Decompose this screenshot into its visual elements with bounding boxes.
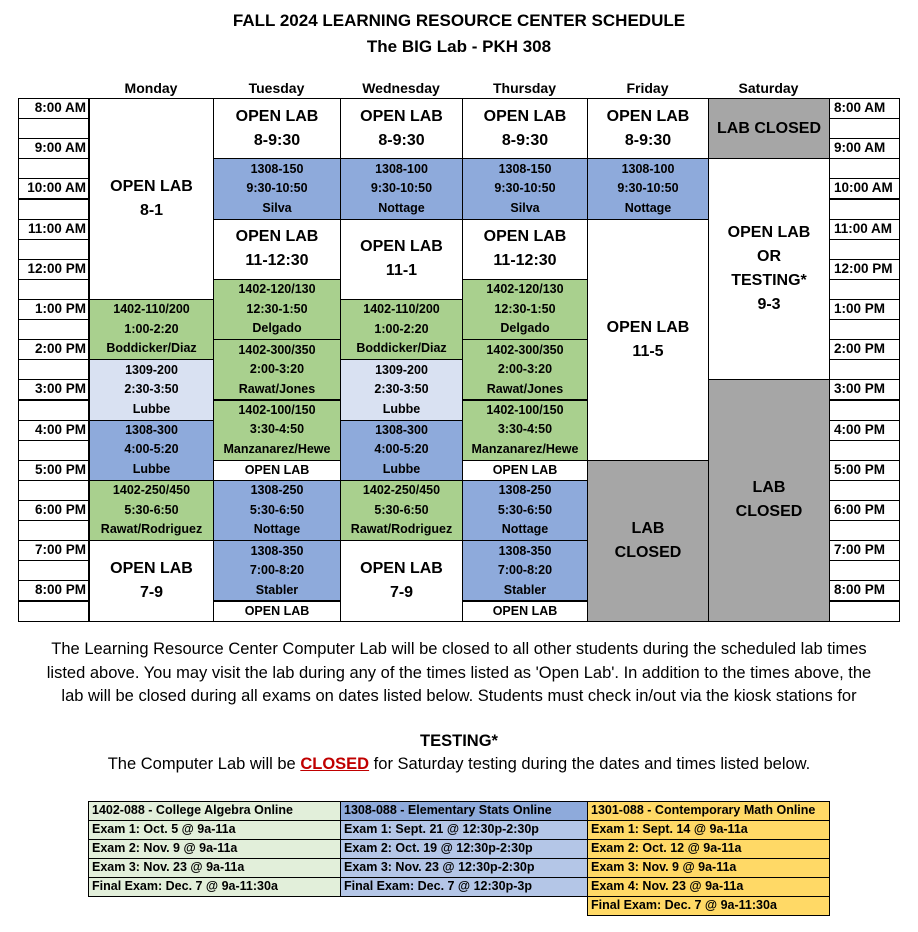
block-line: 5:30-6:50 — [374, 502, 429, 517]
block-line: Boddicker/Diaz — [106, 341, 197, 356]
block-line: Rawat/Jones — [238, 381, 316, 396]
schedule-block-monday — [89, 420, 214, 481]
schedule-block-tuesday — [213, 400, 341, 461]
schedule-block-saturday — [708, 379, 830, 621]
block-line: Rawat/Rodriguez — [100, 522, 203, 537]
block-line: 2:00-3:20 — [249, 362, 305, 377]
block-line: OR — [757, 248, 781, 266]
block-line: 8-9:30 — [501, 131, 549, 149]
block-line: OPEN LAB — [727, 224, 811, 242]
block-line: 1402-120/130 — [486, 282, 564, 297]
schedule-block-friday — [587, 219, 709, 461]
block-line: OPEN LAB — [360, 238, 443, 256]
block-line: 1402-300/350 — [238, 342, 316, 357]
block-line: LAB CLOSED — [717, 119, 821, 137]
time-label-right: 4:00 PM — [829, 420, 900, 441]
schedule-block-thursday — [462, 480, 588, 541]
exam-row: Exam 2: Oct. 12 @ 9a-11a — [587, 839, 830, 859]
block-line: Nottage — [624, 200, 672, 215]
time-label-left: 1:00 PM — [18, 299, 89, 320]
time-spacer — [18, 480, 89, 501]
schedule-block-wednesday — [340, 299, 463, 360]
time-label-left: 10:00 AM — [18, 178, 89, 199]
schedule-block-monday — [89, 359, 214, 420]
schedule-block-thursday — [462, 158, 588, 219]
time-spacer — [829, 239, 900, 260]
time-spacer — [18, 601, 89, 622]
time-spacer — [829, 601, 900, 622]
block-line: 5:30-6:50 — [124, 502, 179, 517]
time-label-left: 8:00 AM — [18, 98, 89, 119]
time-label-right: 11:00 AM — [829, 219, 900, 240]
block-line: OPEN LAB — [606, 107, 690, 125]
block-line: 1402-100/150 — [486, 402, 564, 417]
time-spacer — [829, 359, 900, 380]
schedule-block-monday — [89, 98, 214, 300]
time-label-right: 8:00 AM — [829, 98, 900, 119]
time-spacer — [829, 480, 900, 501]
block-line: CLOSED — [735, 503, 803, 521]
block-line: OPEN LAB — [360, 107, 443, 125]
exam-row: Final Exam: Dec. 7 @ 9a-11:30a — [88, 877, 341, 897]
block-line: 3:30-4:50 — [497, 422, 553, 437]
schedule-block-tuesday — [213, 98, 341, 159]
block-line: TESTING* — [731, 272, 807, 290]
schedule-block-thursday — [462, 219, 588, 280]
block-line: 7:00-8:20 — [249, 563, 305, 578]
page-subtitle: The BIG Lab - PKH 308 — [366, 37, 552, 56]
schedule-block-wednesday — [340, 420, 463, 481]
block-line: LAB — [752, 479, 786, 497]
time-spacer — [18, 440, 89, 461]
time-spacer — [18, 199, 89, 220]
testing-note — [0, 755, 918, 774]
schedule-block-thursday — [462, 98, 588, 159]
block-line: 9:30-10:50 — [494, 181, 556, 196]
block-line: Boddicker/Diaz — [356, 341, 447, 356]
block-line: 11-12:30 — [245, 252, 309, 270]
block-line: 2:00-3:20 — [497, 362, 553, 377]
block-line: 5:30-6:50 — [249, 502, 305, 517]
schedule-block-thursday — [462, 540, 588, 601]
schedule-block-monday — [89, 540, 214, 621]
block-line: OPEN LAB — [244, 463, 310, 478]
block-line: OPEN LAB — [235, 107, 319, 125]
exam-row: Exam 3: Nov. 9 @ 9a-11a — [587, 858, 830, 878]
block-line: 1402-300/350 — [486, 342, 564, 357]
info-paragraph — [0, 638, 918, 709]
exam-row: Exam 3: Nov. 23 @ 9a-11a — [88, 858, 341, 878]
block-line: 1308-100 — [621, 161, 675, 176]
block-line: Nottage — [253, 522, 301, 537]
testing-note-after: for Saturday testing during the dates and times listed below. — [369, 755, 811, 773]
block-line: 9-3 — [757, 296, 781, 314]
testing-title: TESTING* — [420, 732, 498, 750]
exam-row: Exam 4: Nov. 23 @ 9a-11a — [587, 877, 830, 897]
block-line: Lubbe — [132, 461, 171, 476]
schedule-block-tuesday — [213, 219, 341, 280]
block-line: Rawat/Jones — [486, 381, 564, 396]
exam-row: Final Exam: Dec. 7 @ 9a-11:30a — [587, 896, 830, 916]
schedule-block-tuesday — [213, 480, 341, 541]
time-label-left: 8:00 PM — [18, 580, 89, 601]
exam-row: Exam 3: Nov. 23 @ 12:30p-2:30p — [340, 858, 588, 878]
block-line: 1402-120/130 — [238, 282, 316, 297]
block-line: 4:00-5:20 — [124, 442, 179, 457]
block-line: 1308-350 — [498, 543, 552, 558]
block-line: OPEN LAB — [110, 178, 193, 195]
schedule-block-friday — [587, 460, 709, 622]
block-line: 9:30-10:50 — [617, 181, 679, 196]
block-line: 1402-250/450 — [362, 483, 441, 498]
block-line: Silva — [262, 200, 292, 215]
time-label-left: 5:00 PM — [18, 460, 89, 481]
time-spacer — [829, 118, 900, 139]
time-spacer — [18, 319, 89, 340]
block-line: 5:30-6:50 — [497, 502, 553, 517]
schedule-block-tuesday — [213, 601, 341, 622]
block-line: 3:30-4:50 — [249, 422, 305, 437]
block-line: Nottage — [378, 200, 425, 215]
block-line: 11-1 — [385, 262, 418, 280]
block-line: 1402-110/200 — [363, 302, 440, 317]
block-line: 2:30-3:50 — [374, 382, 429, 397]
schedule-block-wednesday — [340, 540, 463, 621]
block-line: Rawat/Rodriguez — [350, 522, 453, 537]
schedule-block-monday — [89, 480, 214, 541]
block-line: 4:00-5:20 — [374, 442, 429, 457]
block-line: 1402-110/200 — [113, 302, 190, 317]
block-line: 1308-250 — [498, 483, 552, 498]
exam-row: Final Exam: Dec. 7 @ 12:30p-3p — [340, 877, 588, 897]
block-line: 11-5 — [632, 342, 664, 360]
info-line: lab will be closed during all exams on dates listed below. Students must check in/out via the kiosk stations for — [61, 687, 857, 705]
time-label-left: 3:00 PM — [18, 379, 89, 400]
exam-row: Exam 1: Sept. 14 @ 9a-11a — [587, 820, 830, 840]
schedule-block-wednesday — [340, 480, 463, 541]
block-line: 11-12:30 — [493, 252, 557, 270]
time-label-left: 2:00 PM — [18, 339, 89, 360]
block-line: OPEN LAB — [606, 318, 690, 336]
schedule-block-monday — [89, 299, 214, 360]
block-line: OPEN LAB — [360, 559, 443, 577]
block-line: Lubbe — [382, 401, 421, 416]
block-line: Stabler — [503, 582, 547, 597]
schedule-block-saturday — [708, 98, 830, 159]
block-line: 1308-300 — [125, 422, 178, 437]
time-spacer — [829, 279, 900, 300]
block-line: 7:00-8:20 — [497, 563, 553, 578]
time-spacer — [18, 400, 89, 421]
schedule-block-thursday — [462, 601, 588, 622]
time-label-right: 2:00 PM — [829, 339, 900, 360]
block-line: 8-9:30 — [253, 131, 301, 149]
schedule-block-wednesday — [340, 98, 463, 159]
day-header-saturday: Saturday — [738, 80, 799, 96]
time-spacer — [18, 560, 89, 581]
time-spacer — [18, 520, 89, 541]
time-spacer — [829, 440, 900, 461]
time-spacer — [18, 279, 89, 300]
exam-table-header: 1402-088 - College Algebra Online — [88, 801, 341, 821]
schedule-block-saturday — [708, 158, 830, 380]
block-line: 1309-200 — [125, 362, 178, 377]
time-label-right: 9:00 AM — [829, 138, 900, 159]
time-label-right: 10:00 AM — [829, 178, 900, 199]
time-label-right: 7:00 PM — [829, 540, 900, 561]
time-spacer — [18, 359, 89, 380]
block-line: 7-9 — [139, 583, 164, 601]
block-line: 1308-150 — [250, 161, 304, 176]
schedule-block-wednesday — [340, 359, 463, 420]
time-spacer — [829, 199, 900, 220]
block-line: 1402-100/150 — [238, 402, 316, 417]
schedule-block-wednesday — [340, 158, 463, 219]
time-spacer — [829, 158, 900, 179]
block-line: Manzanarez/Hewe — [471, 441, 579, 456]
exam-table-header: 1308-088 - Elementary Stats Online — [340, 801, 588, 821]
schedule-block-thursday — [462, 339, 588, 400]
time-spacer — [18, 118, 89, 139]
schedule-block-wednesday — [340, 219, 463, 300]
block-line: 1:00-2:20 — [124, 321, 179, 336]
block-line: 1308-100 — [375, 161, 428, 176]
info-line: The Learning Resource Center Computer Lab will be closed to all other students during the scheduled lab times — [51, 640, 867, 658]
block-line: Delgado — [252, 321, 302, 336]
block-line: LAB — [631, 519, 665, 537]
block-line: Delgado — [500, 321, 550, 336]
block-line: Stabler — [255, 582, 299, 597]
block-line: 1308-300 — [375, 422, 428, 437]
time-spacer — [829, 520, 900, 541]
time-label-right: 8:00 PM — [829, 580, 900, 601]
schedule-block-tuesday — [213, 279, 341, 340]
schedule-block-thursday — [462, 400, 588, 461]
block-line: OPEN LAB — [492, 604, 558, 619]
block-line: OPEN LAB — [235, 228, 319, 246]
schedule-block-tuesday — [213, 460, 341, 481]
block-line: OPEN LAB — [244, 604, 310, 619]
block-line: 12:30-1:50 — [246, 301, 308, 316]
time-label-left: 4:00 PM — [18, 420, 89, 441]
block-line: 1:00-2:20 — [374, 321, 429, 336]
time-spacer — [829, 400, 900, 421]
time-label-right: 12:00 PM — [829, 259, 900, 280]
time-spacer — [18, 239, 89, 260]
block-line: 1402-250/450 — [112, 483, 191, 498]
day-header-monday: Monday — [124, 80, 178, 96]
day-header-tuesday: Tuesday — [248, 80, 305, 96]
schedule-block-tuesday — [213, 339, 341, 400]
block-line: OPEN LAB — [483, 107, 567, 125]
block-line: 1309-200 — [375, 362, 428, 377]
time-label-left: 12:00 PM — [18, 259, 89, 280]
schedule-block-thursday — [462, 279, 588, 340]
exam-row: Exam 1: Oct. 5 @ 9a-11a — [88, 820, 341, 840]
block-line: Manzanarez/Hewe — [223, 441, 331, 456]
schedule-block-tuesday — [213, 158, 341, 219]
block-line: OPEN LAB — [492, 463, 558, 478]
block-line: 12:30-1:50 — [494, 301, 556, 316]
block-line: OPEN LAB — [110, 559, 193, 577]
block-line: Lubbe — [132, 401, 171, 416]
block-line: 8-9:30 — [378, 131, 425, 149]
block-line: 8-9:30 — [624, 131, 672, 149]
time-spacer — [829, 560, 900, 581]
schedule-block-thursday — [462, 460, 588, 481]
schedule-block-friday — [587, 98, 709, 159]
day-header-friday: Friday — [626, 80, 669, 96]
block-line: 8-1 — [139, 202, 164, 219]
block-line: Nottage — [501, 522, 549, 537]
schedule-block-friday — [587, 158, 709, 219]
block-line: 1308-150 — [498, 161, 552, 176]
closed-word: CLOSED — [300, 755, 370, 773]
testing-note-before: The Computer Lab will be — [107, 755, 301, 773]
time-label-right: 5:00 PM — [829, 460, 900, 481]
exam-row: Exam 1: Sept. 21 @ 12:30p-2:30p — [340, 820, 588, 840]
block-line: 7-9 — [389, 583, 414, 601]
block-line: Lubbe — [382, 461, 421, 476]
time-label-right: 3:00 PM — [829, 379, 900, 400]
time-label-right: 6:00 PM — [829, 500, 900, 521]
block-line: 9:30-10:50 — [246, 181, 308, 196]
exam-row: Exam 2: Oct. 19 @ 12:30p-2:30p — [340, 839, 588, 859]
info-line: listed above. You may visit the lab during any of the times listed as 'Open Lab'. In addition to the times above, the — [46, 663, 872, 682]
day-header-thursday: Thursday — [492, 80, 556, 96]
page-title: FALL 2024 LEARNING RESOURCE CENTER SCHEDULE — [232, 11, 686, 30]
time-spacer — [18, 158, 89, 179]
day-header-wednesday: Wednesday — [362, 80, 440, 96]
time-label-right: 1:00 PM — [829, 299, 900, 320]
time-label-left: 7:00 PM — [18, 540, 89, 561]
schedule-block-tuesday — [213, 540, 341, 601]
time-label-left: 9:00 AM — [18, 138, 89, 159]
block-line: OPEN LAB — [483, 228, 567, 246]
exam-table-header: 1301-088 - Contemporary Math Online — [587, 801, 830, 821]
block-line: 1308-250 — [250, 483, 304, 498]
time-label-left: 6:00 PM — [18, 500, 89, 521]
block-line: Silva — [510, 200, 540, 215]
block-line: 9:30-10:50 — [370, 181, 433, 196]
block-line: CLOSED — [614, 543, 682, 561]
block-line: 2:30-3:50 — [124, 382, 179, 397]
exam-row: Exam 2: Nov. 9 @ 9a-11a — [88, 839, 341, 859]
time-spacer — [829, 319, 900, 340]
block-line: 1308-350 — [250, 543, 304, 558]
time-label-left: 11:00 AM — [18, 219, 89, 240]
